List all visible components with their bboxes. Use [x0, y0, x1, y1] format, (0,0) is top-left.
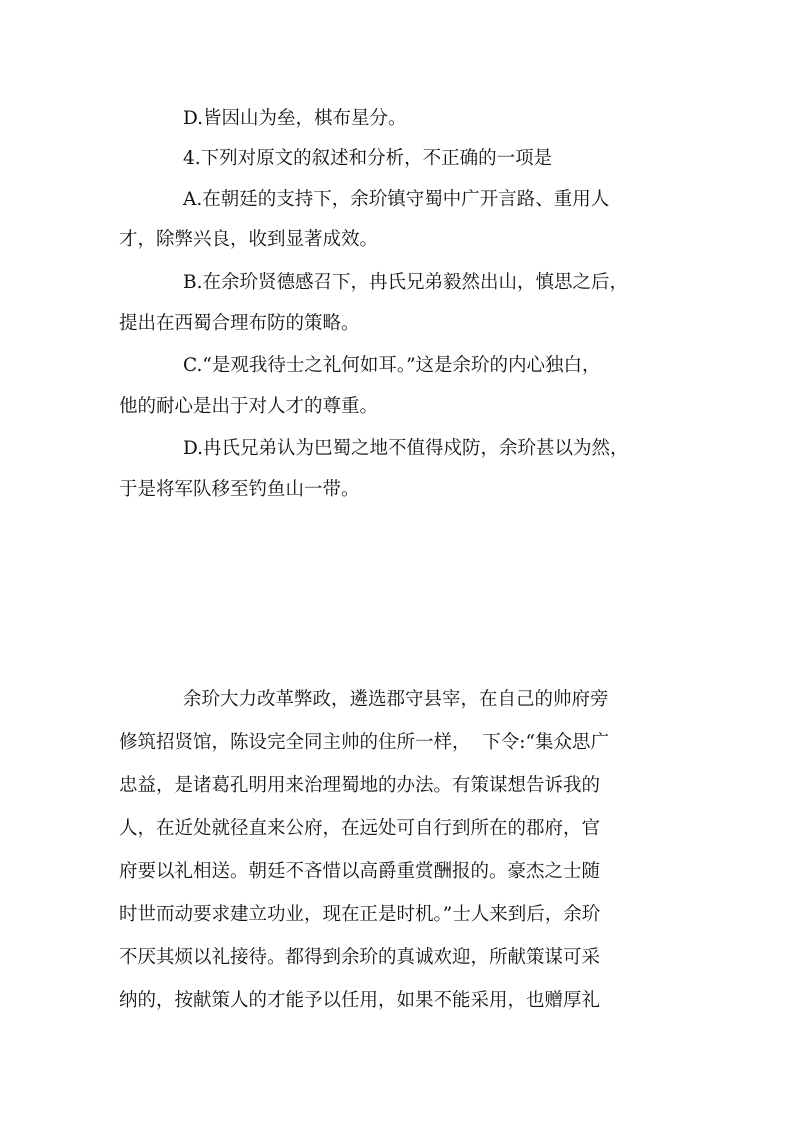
question-4-stem: 4.下列对原文的叙述和分析，不正确的一项是: [183, 148, 553, 169]
option-b-line-1: B.在余玠贤德感召下，冉氏兄弟毅然出山，慎思之后，: [183, 272, 628, 293]
option-c-line-1: C.“是观我待士之礼何如耳。”这是余玠的内心独白，: [183, 355, 601, 376]
option-d-line-1: D.皆因山为垒，棋布星分。: [183, 108, 407, 129]
option-d2-line-2: 于是将军队移至钓鱼山一带。: [119, 479, 360, 500]
paragraph-line-1: 余玠大力改革弊政，遴选郡守县宰，在自己的帅府旁: [183, 689, 609, 710]
option-d2-line-1: D.冉氏兄弟认为巴蜀之地不值得戍防，余玠甚以为然，: [183, 438, 629, 459]
option-b-line-2: 提出在西蜀合理布防的策略。: [119, 313, 360, 334]
paragraph-line-8: 纳的，按献策人的才能予以任用，如果不能采用，也赠厚礼: [119, 990, 601, 1011]
paragraph-line-2: 修筑招贤馆，陈设完全同主帅的住所一样， 下令:“集众思广: [119, 732, 609, 753]
option-a-line-2: 才，除弊兴良，收到显著成效。: [119, 229, 379, 250]
paragraph-line-4: 人，在近处就径直来公府，在远处可自行到所在的郡府，官: [119, 818, 601, 839]
paragraph-line-7: 不厌其烦以礼接待。都得到余玠的真诚欢迎，所献策谋可采: [119, 947, 601, 968]
paragraph-line-5: 府要以礼相送。朝廷不吝惜以高爵重赏酬报的。豪杰之士随: [119, 861, 601, 882]
option-c-line-2: 他的耐心是出于对人才的尊重。: [119, 396, 379, 417]
paragraph-line-6: 时世而动要求建立功业，现在正是时机。”士人来到后，余玠: [119, 904, 601, 925]
option-a-line-1: A.在朝廷的支持下，余玠镇守蜀中广开言路、重用人: [183, 189, 610, 210]
paragraph-line-3: 忠益，是诸葛孔明用来治理蜀地的办法。有策谋想告诉我的: [119, 775, 601, 796]
